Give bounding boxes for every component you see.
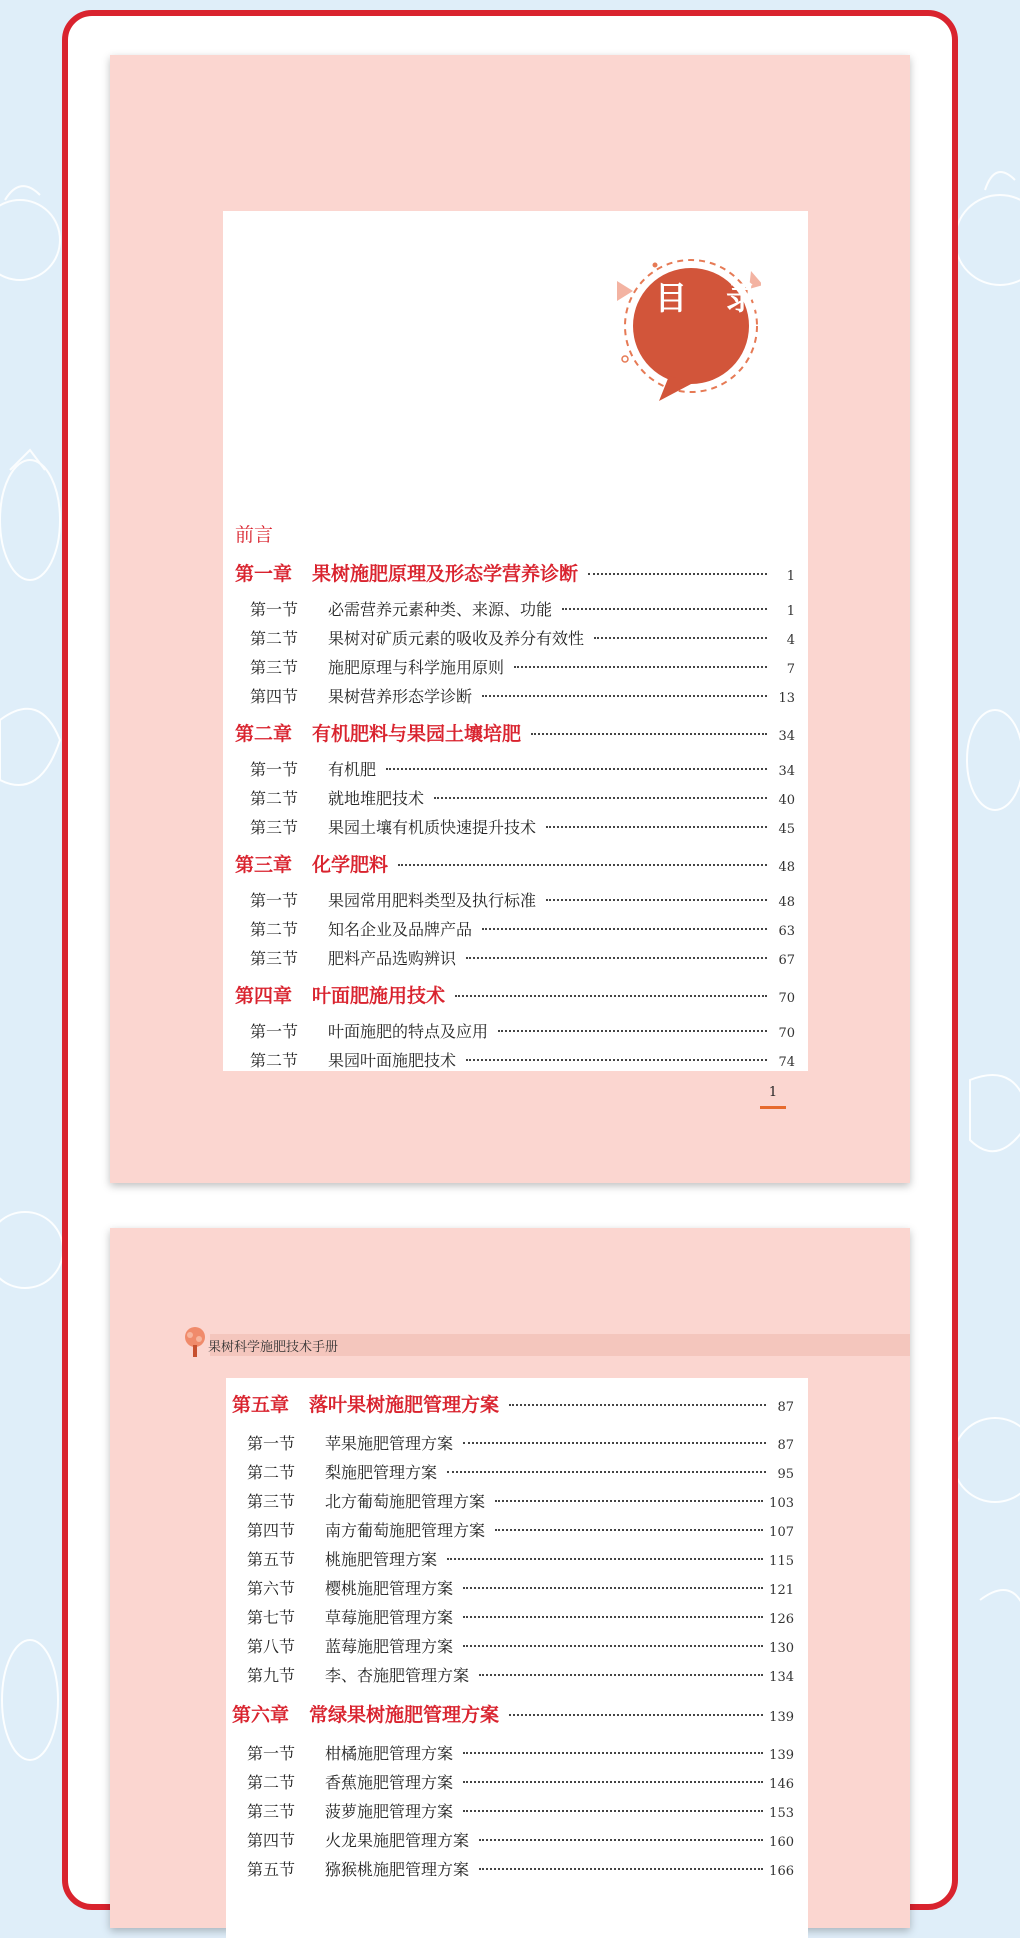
toc-section-entry[interactable] [247, 1799, 794, 1822]
dot-leader [479, 1839, 763, 1841]
toc-section-entry[interactable] [247, 1547, 794, 1570]
dot-leader [482, 695, 767, 697]
toc-entry-title: 樱桃施肥管理方案 [325, 1579, 454, 1598]
toc-entry-title: 有机肥料与果园土壤培肥 [312, 723, 522, 745]
toc-entry-title: 香蕉施肥管理方案 [325, 1773, 454, 1792]
dot-leader [466, 957, 767, 959]
toc-section-entry[interactable] [250, 684, 795, 707]
toc-entry-number: 第三章 [235, 854, 293, 876]
toc-entry-page: 13 [778, 691, 795, 706]
toc-entry-number: 第四章 [235, 985, 293, 1007]
toc-entry-title: 苹果施肥管理方案 [325, 1434, 454, 1453]
toc-entry-page: 74 [778, 1055, 795, 1070]
toc-entry-title: 叶面施肥的特点及应用 [328, 1022, 489, 1041]
toc-entry-page: 95 [777, 1467, 794, 1482]
dot-leader [495, 1500, 763, 1502]
dot-leader [463, 1616, 763, 1618]
toc-entry-title: 常绿果树施肥管理方案 [309, 1704, 500, 1726]
toc-section-entry[interactable] [247, 1431, 794, 1454]
toc-entry-number: 第六章 [232, 1704, 290, 1726]
toc-entry-number: 第一节 [247, 1434, 296, 1453]
toc-entry-number: 第六节 [247, 1579, 296, 1598]
toc-entry-number: 第五节 [247, 1860, 296, 1879]
toc-entry-page: 107 [769, 1525, 794, 1540]
dot-leader [455, 995, 767, 997]
toc-entry-title: 菠萝施肥管理方案 [325, 1802, 454, 1821]
toc-entry-title: 有机肥 [328, 760, 377, 779]
dot-leader [588, 573, 767, 575]
toc-entry-page: 103 [769, 1496, 794, 1511]
toc-chapter-entry[interactable] [235, 559, 795, 586]
toc-section-entry[interactable] [250, 946, 795, 969]
dot-leader [479, 1868, 763, 1870]
toc-entry-page: 63 [778, 924, 795, 939]
toc-section-entry[interactable] [247, 1828, 794, 1851]
toc-entry-page: 45 [778, 822, 795, 837]
toc-entry-title: 猕猴桃施肥管理方案 [325, 1860, 470, 1879]
toc-section-entry[interactable] [250, 815, 795, 838]
toc-section-entry[interactable] [247, 1489, 794, 1512]
dot-leader [514, 666, 767, 668]
running-header-title: 果树科学施肥技术手册 [208, 1340, 339, 1355]
dot-leader [495, 1529, 763, 1531]
toc-entry-title: 化学肥料 [312, 854, 389, 876]
dot-leader [463, 1587, 763, 1589]
toc-entry-page: 48 [778, 895, 795, 910]
dot-leader [509, 1714, 763, 1716]
toc-entry-number: 第五章 [232, 1394, 290, 1416]
dot-leader [546, 826, 767, 828]
toc-entry-page: 70 [778, 991, 795, 1006]
toc-entry-title: 知名企业及品牌产品 [328, 920, 473, 939]
dot-leader [482, 928, 767, 930]
toc-section-entry[interactable] [247, 1634, 794, 1657]
dot-leader [434, 797, 767, 799]
toc-entry-number: 第三节 [250, 658, 299, 677]
dot-leader [447, 1471, 766, 1473]
toc-entry-number: 第二节 [250, 629, 299, 648]
toc-entry-title: 草莓施肥管理方案 [325, 1608, 454, 1627]
toc-section-entry[interactable] [247, 1741, 794, 1764]
dot-leader [546, 899, 767, 901]
toc-entry-number: 第一节 [250, 1022, 299, 1041]
toc-entry-page: 87 [777, 1400, 794, 1415]
toc-entry-title: 梨施肥管理方案 [325, 1463, 438, 1482]
page-folio-underline [760, 1106, 786, 1109]
toc-entry-number: 第八节 [247, 1637, 296, 1656]
toc-entry-page: 134 [769, 1670, 794, 1685]
toc-section-entry[interactable] [247, 1770, 794, 1793]
toc-entry-number: 第九节 [247, 1666, 296, 1685]
toc-entry-title: 肥料产品选购辨识 [328, 949, 457, 968]
toc-section-entry[interactable] [250, 917, 795, 940]
toc-entry-title: 蓝莓施肥管理方案 [325, 1637, 454, 1656]
dot-leader [447, 1558, 763, 1560]
toc-entry-title: 桃施肥管理方案 [325, 1550, 438, 1569]
toc-entry-number: 第一章 [235, 563, 293, 585]
dot-leader [479, 1674, 763, 1676]
toc-entry-title: 落叶果树施肥管理方案 [309, 1394, 500, 1416]
toc-section-entry[interactable] [250, 757, 795, 780]
dot-leader [594, 637, 767, 639]
dot-leader [463, 1810, 763, 1812]
toc-entry-number: 第二节 [250, 920, 299, 939]
toc-entry-page: 139 [769, 1748, 794, 1763]
toc-entry-page: 4 [786, 633, 795, 648]
toc-entry-page: 115 [769, 1554, 794, 1569]
toc-chapter-entry[interactable] [235, 719, 795, 746]
toc-entry-number: 第三节 [247, 1802, 296, 1821]
toc-title: 目 录 [655, 279, 773, 317]
toc-entry-title: 必需营养元素种类、来源、功能 [328, 600, 553, 619]
toc-entry-title: 果树施肥原理及形态学营养诊断 [312, 563, 579, 585]
toc-section-entry[interactable] [250, 1048, 795, 1071]
toc-entry-page: 166 [769, 1864, 794, 1879]
preface-link[interactable]: 前言 [235, 524, 274, 546]
toc-entry-title: 李、杏施肥管理方案 [325, 1666, 470, 1685]
tree-icon [182, 1326, 208, 1358]
toc-chapter-entry[interactable] [232, 1390, 794, 1417]
dot-leader [463, 1645, 763, 1647]
toc-entry-page: 87 [777, 1438, 794, 1453]
toc-entry-page: 1 [786, 604, 795, 619]
toc-section-entry[interactable] [250, 597, 795, 620]
toc-entry-title: 南方葡萄施肥管理方案 [325, 1521, 486, 1540]
toc-entry-page: 153 [769, 1806, 794, 1821]
toc-sheet-2 [226, 1378, 808, 1938]
toc-entry-number: 第一节 [247, 1744, 296, 1763]
toc-entry-page: 7 [786, 662, 795, 677]
toc-section-entry[interactable] [247, 1605, 794, 1628]
toc-entry-page: 160 [769, 1835, 794, 1850]
toc-entry-page: 70 [778, 1026, 795, 1041]
toc-entry-number: 第三节 [250, 949, 299, 968]
toc-entry-page: 67 [778, 953, 795, 968]
toc-section-entry[interactable] [247, 1518, 794, 1541]
toc-entry-page: 40 [778, 793, 795, 808]
toc-entry-title: 果树营养形态学诊断 [328, 687, 473, 706]
toc-entry-page: 1 [786, 569, 795, 584]
toc-section-entry[interactable] [247, 1576, 794, 1599]
dot-leader [562, 608, 767, 610]
toc-entry-title: 施肥原理与科学施用原则 [328, 658, 505, 677]
toc-entry-number: 第二节 [250, 1051, 299, 1070]
toc-sheet [223, 211, 808, 1071]
toc-entry-title: 柑橘施肥管理方案 [325, 1744, 454, 1763]
toc-section-entry[interactable] [250, 888, 795, 911]
dot-leader [463, 1781, 763, 1783]
toc-entry-title: 北方葡萄施肥管理方案 [325, 1492, 486, 1511]
toc-entry-number: 第三节 [250, 818, 299, 837]
toc-entry-number: 第四节 [247, 1521, 296, 1540]
toc-entry-number: 第四节 [250, 687, 299, 706]
toc-entry-page: 126 [769, 1612, 794, 1627]
toc-entry-title: 果树对矿质元素的吸收及养分有效性 [328, 629, 585, 648]
toc-entry-title: 就地堆肥技术 [328, 789, 425, 808]
dot-leader [466, 1059, 767, 1061]
toc-page-1 [110, 55, 910, 1183]
toc-chapter-entry[interactable] [235, 981, 795, 1008]
dot-leader [398, 864, 767, 866]
dot-leader [531, 733, 767, 735]
toc-entry-number: 第四节 [247, 1831, 296, 1850]
toc-entry-page: 121 [769, 1583, 794, 1598]
toc-entry-number: 第一节 [250, 891, 299, 910]
toc-section-entry[interactable] [250, 655, 795, 678]
toc-section-entry[interactable] [250, 786, 795, 809]
toc-entry-number: 第二节 [247, 1463, 296, 1482]
toc-entry-page: 139 [769, 1710, 794, 1725]
toc-entry-number: 第二节 [247, 1773, 296, 1792]
toc-entry-number: 第二节 [250, 789, 299, 808]
toc-entry-title: 火龙果施肥管理方案 [325, 1831, 470, 1850]
dot-leader [463, 1442, 766, 1444]
toc-section-entry[interactable] [247, 1857, 794, 1880]
toc-entry-page: 34 [778, 729, 795, 744]
dot-leader [509, 1404, 766, 1406]
toc-entry-number: 第五节 [247, 1550, 296, 1569]
toc-entry-page: 130 [769, 1641, 794, 1656]
page-folio: 1 [768, 1085, 778, 1100]
dot-leader [498, 1030, 767, 1032]
toc-entry-page: 48 [778, 860, 795, 875]
dot-leader [463, 1752, 763, 1754]
toc-entry-title: 果园叶面施肥技术 [328, 1051, 457, 1070]
dot-leader [386, 768, 767, 770]
toc-entry-title: 叶面肥施用技术 [312, 985, 446, 1007]
toc-entry-number: 第三节 [247, 1492, 296, 1511]
toc-entry-number: 第一节 [250, 600, 299, 619]
toc-chapter-entry[interactable] [232, 1700, 794, 1727]
toc-section-entry[interactable] [247, 1460, 794, 1483]
toc-section-entry[interactable] [250, 1019, 795, 1042]
toc-entry-title: 果园常用肥料类型及执行标准 [328, 891, 537, 910]
toc-entry-number: 第一节 [250, 760, 299, 779]
toc-chapter-entry[interactable] [235, 850, 795, 877]
toc-entry-page: 146 [769, 1777, 794, 1792]
toc-page-2 [110, 1228, 910, 1928]
toc-entry-number: 第二章 [235, 723, 293, 745]
toc-entry-page: 34 [778, 764, 795, 779]
toc-entry-number: 第七节 [247, 1608, 296, 1627]
toc-entry-title: 果园土壤有机质快速提升技术 [328, 818, 537, 837]
toc-section-entry[interactable] [247, 1663, 794, 1686]
toc-section-entry[interactable] [250, 626, 795, 649]
